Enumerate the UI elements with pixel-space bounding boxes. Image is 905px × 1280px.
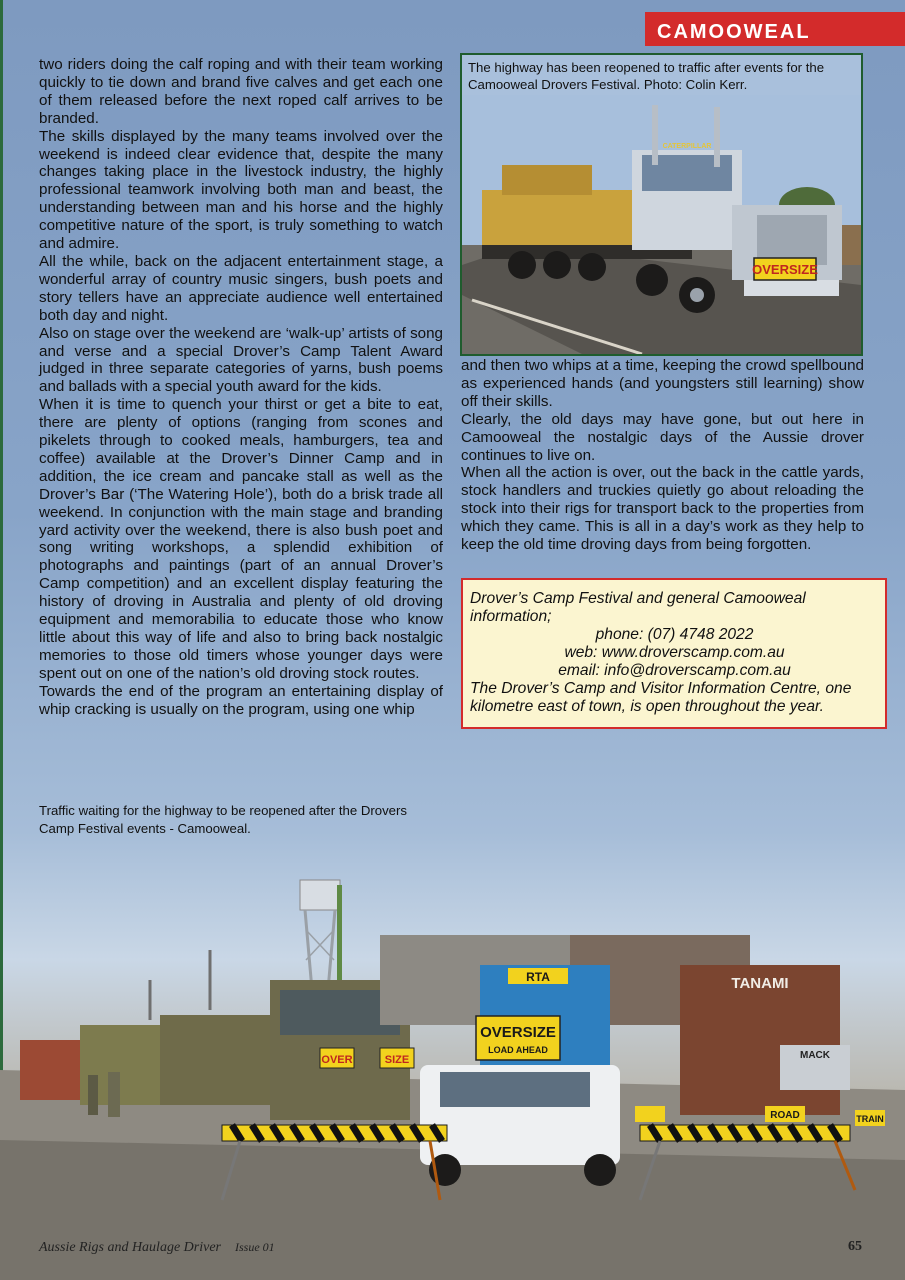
traffic-photo — [0, 840, 905, 1280]
paragraph: All the while, back on the adjacent entertainment stage, a wonderful array of country music singers, bush poets and story tellers have an appreciate audience well entertained both day and night. — [39, 252, 443, 324]
info-box — [461, 578, 887, 729]
water-tower — [300, 880, 342, 995]
paragraph: and then two whips at a time, keeping the crowd spellbound as experienced hands (and youngsters still learning) show off their skills. — [461, 357, 864, 410]
train-text: TRAIN — [856, 1114, 884, 1124]
section-tag: CAMOOWEAL — [645, 12, 905, 46]
article-left-column — [39, 56, 443, 719]
paragraph: two riders doing the calf roping and with their team working quickly to tie down and brand five calves and get each one of them released before the next roped calf arrives to be branded. — [39, 56, 443, 127]
truck-over-text: OVER — [321, 1054, 353, 1066]
info-heading: Drover’s Camp Festival and general Camooweal information; — [470, 590, 806, 625]
info-note: The Drover’s Camp and Visitor Information Centre, one kilometre east of town, is open throughout the year. — [470, 680, 852, 715]
oversize-sign-text: OVERSIZE — [752, 262, 818, 277]
top-photo-box — [460, 53, 863, 356]
issue-number: Issue 01 — [234, 1240, 275, 1254]
truck-photo — [462, 95, 861, 354]
info-email: email: info@droverscamp.com.au — [558, 662, 791, 679]
page-number: 65 — [848, 1239, 862, 1254]
road-text: ROAD — [770, 1110, 800, 1121]
paragraph: When all the action is over, out the back in the cattle yards, stock handlers and truckies quietly go about reloading the stock into their rigs for transport back to the properties from which they came. This is all in a day’s work as they help to keep the old time droving days from being forgotten. — [461, 464, 864, 554]
info-phone: phone: (07) 4748 2022 — [595, 626, 754, 643]
paragraph: Clearly, the old days may have gone, but out here in Camooweal the nostalgic days of the Aussie drover continues to live on. — [461, 410, 864, 464]
oversize-load-sign: OVERSIZE — [480, 1024, 556, 1041]
paragraph: Towards the end of the program an entertaining display of whip cracking is usually on the program, using one whip — [39, 682, 443, 718]
tanami-text: TANAMI — [731, 975, 789, 992]
mack-text: MACK — [800, 1050, 830, 1061]
paragraph: When it is time to quench your thirst or get a bite to eat, there are plenty of options (ranging from scones and pikelets through to cooked meals, hamburgers, tea and coffee) available at the Drover’s Dinner Camp and in addition, the ice cream and pancake stall as well as the Drover’s Bar (‘The Watering Hole’), both do a brisk trade all weekend. In conjunction with the main stage and branding yard activity over the weekend, there is also bush poet and song writing workshops, a splendid exhibition of photographs and paintings (part of an annual Drover’s Camp competition) and an excellent display featuring the history of droving in Australia and plenty of old droving equipment and memorabilia to educate those who know little about this way of life and also to bring back nostalgic memories to those old timers whose younger days were spent out on one of the nation’s old droving stock routes. — [39, 396, 443, 682]
paragraph: Also on stage over the weekend are ‘walk-up’ artists of song and verse and a special Drover’s Camp Talent Award judged in three separate categories of yarns, bush poems and ballads with a special youth award for the kids. — [39, 324, 443, 396]
paragraph: The skills displayed by the many teams involved over the weekend is indeed clear evidence that, despite the many changes taking place in the livestock industry, the highly professional teamwork involving both man and beast, the understanding between man and his horse and the highly competitive nature of the sport, is truly something to watch and admire. — [39, 127, 443, 253]
top-photo-caption: The highway has been reopened to traffic after events for the Camooweal Drovers Festival. Photo: Colin Kerr. — [468, 60, 825, 92]
article-right-column — [461, 357, 864, 554]
bottom-photo-caption: Traffic waiting for the highway to be reopened after the Drovers Camp Festival events - Camooweal. — [39, 803, 407, 836]
info-web: web: www.droverscamp.com.au — [564, 644, 785, 661]
truck-size-text: SIZE — [384, 1054, 410, 1066]
load-ahead-text: LOAD AHEAD — [488, 1045, 548, 1055]
cab-visor-text: CATERPILLAR — [662, 143, 712, 150]
magazine-name: Aussie Rigs and Haulage Driver — [39, 1240, 221, 1255]
rta-text: RTA — [526, 970, 550, 984]
footer-magazine — [39, 1240, 275, 1256]
